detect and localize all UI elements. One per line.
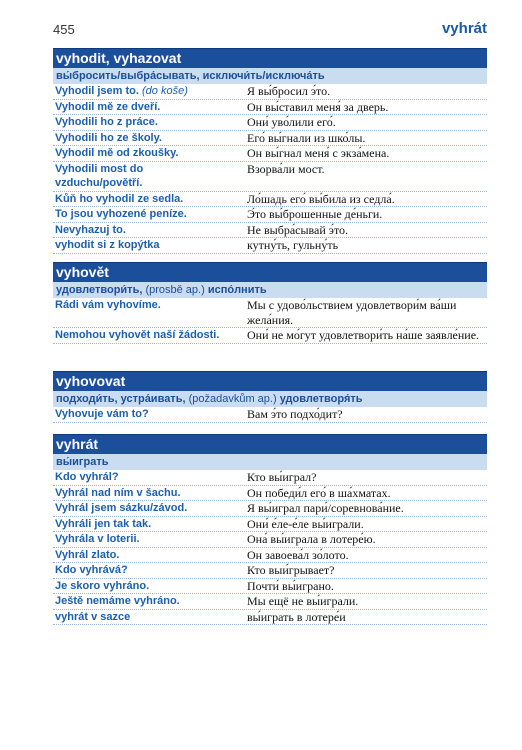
russian-phrase: Они́ уво́лили его́. <box>247 115 336 129</box>
russian-phrase: Он вы́гнал меня́ с экза́мена. <box>247 146 390 160</box>
example-row <box>53 610 487 626</box>
russian-phrase: Не выбра́сывай э́то. <box>247 222 349 237</box>
czech-phrase: Kdo vyhrál? <box>55 471 119 483</box>
russian-phrase: Она́ вы́играла в лотере́ю. <box>247 532 376 546</box>
entry-vyhrat <box>53 434 487 625</box>
russian-phrase: Они́ е́ле-е́ле вы́играли. <box>247 516 364 531</box>
example-row <box>53 298 487 328</box>
entry-vyhovovat <box>53 371 487 423</box>
running-head: vyhrát <box>441 20 487 37</box>
example-row <box>53 594 487 610</box>
example-row <box>53 563 487 579</box>
czech-phrase: Nevyhazuj to. <box>55 223 126 236</box>
russian-phrase: Я вы́играл пари́/соревнова́ние. <box>247 501 404 515</box>
usage-note: (do koše) <box>142 85 188 97</box>
czech-phrase: Vyhráli jen tak tak. <box>55 517 152 530</box>
czech-phrase: Vyhrála v loterii. <box>55 533 140 545</box>
czech-phrase: Vyhrál nad ním v šachu. <box>55 486 181 499</box>
russian-phrase: Мы ещё не вы́играли. <box>247 594 359 608</box>
czech-phrase: Ještě nemáme vyhráno. <box>55 595 180 607</box>
russian-phrase: Ло́шадь его́ вы́била из седла́. <box>247 191 395 206</box>
czech-phrase: Rádi vám vyhovíme. <box>55 299 161 311</box>
czech-phrase: Vyhodili ho ze školy. <box>55 131 162 144</box>
entry-translation: вы́бросить/выбра́сывать, исключи́ть/исключа́ть <box>53 68 487 84</box>
czech-phrase: Vyhodil mě od zkoušky. <box>55 147 179 159</box>
example-row <box>53 238 487 254</box>
example-row <box>53 100 487 116</box>
czech-phrase: Kdo vyhrává? <box>55 564 128 576</box>
czech-phrase: vyhrát v sazce <box>55 610 131 623</box>
entry-translation: вы́играть <box>53 454 487 470</box>
example-row <box>53 486 487 502</box>
russian-phrase: Мы с удово́льствием удовлетвори́м ва́ши жела́ния. <box>247 298 457 327</box>
entry-headword: vyhovovat <box>53 371 487 391</box>
russian-phrase: Почти́ вы́играно. <box>247 578 334 593</box>
example-row <box>53 84 487 100</box>
russian-phrase: Они́ не мо́гут удовлетвори́ть на́ше заявле́ние. <box>247 328 480 342</box>
example-row <box>53 162 487 192</box>
example-row <box>53 146 487 162</box>
czech-phrase: Kůň ho vyhodil ze sedla. <box>55 192 184 205</box>
example-row <box>53 192 487 208</box>
russian-phrase: Он вы́ставил меня́ за дверь. <box>247 99 389 114</box>
czech-phrase: Vyhodil mě ze dveří. <box>55 100 161 113</box>
example-row <box>53 131 487 147</box>
entry-headword: vyhrát <box>53 434 487 454</box>
entry-vyhodit <box>53 48 487 254</box>
russian-phrase: Взорва́ли мост. <box>247 161 325 176</box>
czech-phrase: To jsou vyhozené peníze. <box>55 208 187 220</box>
entry-translation: подходи́ть, устра́ивать, (požadavkům ap.) удовлетворя́ть <box>53 391 487 407</box>
czech-phrase: Vyhodil jsem to. (do koše) <box>55 85 188 97</box>
example-row <box>53 517 487 533</box>
czech-phrase: Vyhodili ho z práce. <box>55 116 158 128</box>
czech-phrase: Vyhodili most do vzduchu/povětří. <box>55 162 144 189</box>
example-row <box>53 328 487 344</box>
entry-vyhovet <box>53 262 487 344</box>
russian-phrase: Э́то вы́брошенные де́ньги. <box>247 207 383 221</box>
example-row <box>53 470 487 486</box>
example-row <box>53 407 487 423</box>
russian-phrase: Его́ вы́гнали из шко́лы. <box>247 130 366 145</box>
russian-phrase: вы́играть в лотере́и <box>247 609 346 624</box>
czech-phrase: Nemohou vyhovět naší žádosti. <box>55 329 220 341</box>
example-row <box>53 223 487 239</box>
example-row <box>53 548 487 564</box>
russian-phrase: кутну́ть, гульну́ть <box>247 238 339 252</box>
entry-headword: vyhodit, vyhazovat <box>53 48 487 68</box>
czech-phrase: vyhodit si z kopýtka <box>55 239 160 251</box>
russian-phrase: Он завоева́л зо́лото. <box>247 547 349 562</box>
russian-phrase: Кто вы́играл? <box>247 470 317 484</box>
entry-headword: vyhovět <box>53 262 487 282</box>
czech-phrase: Vyhovuje vám to? <box>55 408 149 420</box>
czech-phrase: Vyhrál jsem sázku/závod. <box>55 502 188 514</box>
russian-phrase: Я вы́бросил э́то. <box>247 84 331 98</box>
example-row <box>53 501 487 517</box>
czech-phrase: Je skoro vyhráno. <box>55 579 150 592</box>
example-row <box>53 579 487 595</box>
russian-phrase: Вам э́то подхо́дит? <box>247 407 343 421</box>
czech-phrase: Vyhrál zlato. <box>55 548 120 561</box>
page-number: 455 <box>53 22 75 37</box>
example-row <box>53 115 487 131</box>
russian-phrase: Он победи́л его́ в ша́хматах. <box>247 485 391 500</box>
russian-phrase: Кто выи́грывает? <box>247 563 335 577</box>
example-row <box>53 532 487 548</box>
example-row <box>53 207 487 223</box>
entry-translation: удовлетвори́ть, (prosbě ap.) испо́лнить <box>53 282 487 298</box>
